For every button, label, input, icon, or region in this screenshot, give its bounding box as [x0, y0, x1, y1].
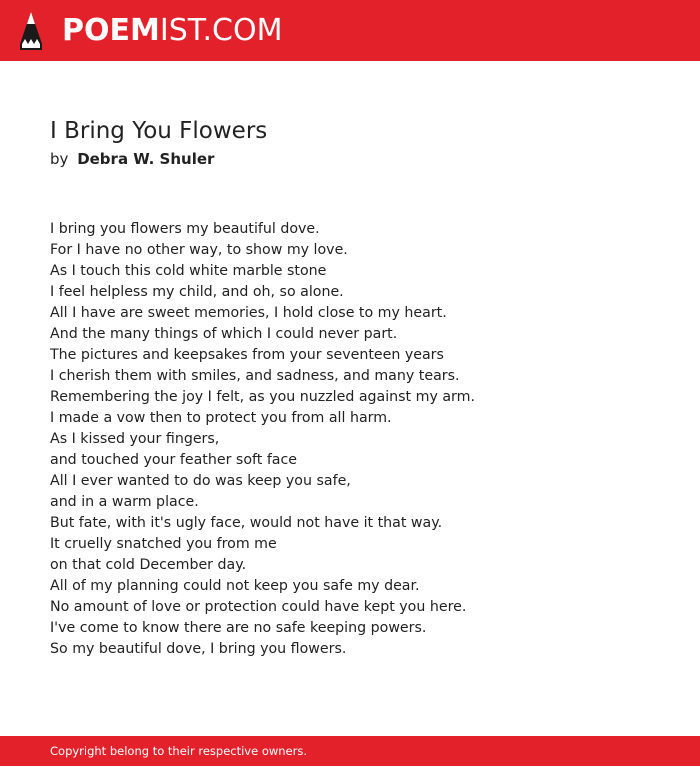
poem-line: All of my planning could not keep you safe my dear.	[50, 578, 420, 594]
byline	[50, 148, 214, 170]
author-name: Debra W. Shuler	[77, 150, 215, 168]
poem-line: So my beautiful dove, I bring you flowers.	[50, 641, 347, 657]
copyright-text: Copyright belong to their respective owners.	[50, 744, 308, 758]
poem-line: All I ever wanted to do was keep you safe,	[50, 473, 351, 489]
poem-line: And the many things of which I could never part.	[50, 326, 398, 342]
logo-light-part: IST.COM	[159, 13, 283, 48]
site-logo[interactable]	[62, 10, 282, 52]
poem-line: No amount of love or protection could have kept you here.	[50, 599, 467, 615]
poem-line: and touched your feather soft face	[50, 452, 298, 468]
poem-line: I bring you flowers my beautiful dove.	[50, 221, 320, 237]
poem-title: I Bring You Flowers	[50, 118, 268, 144]
poem-line: As I touch this cold white marble stone	[50, 263, 327, 279]
site-footer	[0, 736, 700, 766]
poem-line: But fate, with it's ugly face, would not have it that way.	[50, 515, 443, 531]
pencil-tip-icon[interactable]	[18, 10, 44, 52]
poem-line: I've come to know there are no safe keeping powers.	[50, 620, 427, 636]
poem-line: Remembering the joy I felt, as you nuzzled against my arm.	[50, 389, 475, 405]
poem-line: The pictures and keepsakes from your seventeen years	[50, 347, 444, 363]
poem-line: and in a warm place.	[50, 494, 199, 510]
poem-line: All I have are sweet memories, I hold close to my heart.	[50, 305, 447, 321]
poem-body	[50, 219, 670, 660]
poem-line: I cherish them with smiles, and sadness, and many tears.	[50, 368, 460, 384]
poem-line: I made a vow then to protect you from all harm.	[50, 410, 392, 426]
site-header	[0, 0, 700, 61]
poem-line: on that cold December day.	[50, 557, 247, 573]
by-label: by	[50, 150, 69, 168]
poem-line: As I kissed your fingers,	[50, 431, 220, 447]
logo-bold-part: POEM	[62, 13, 160, 48]
poem-line: I feel helpless my child, and oh, so alone.	[50, 284, 344, 300]
poem-line: It cruelly snatched you from me	[50, 536, 277, 552]
poem-line: For I have no other way, to show my love.	[50, 242, 348, 258]
